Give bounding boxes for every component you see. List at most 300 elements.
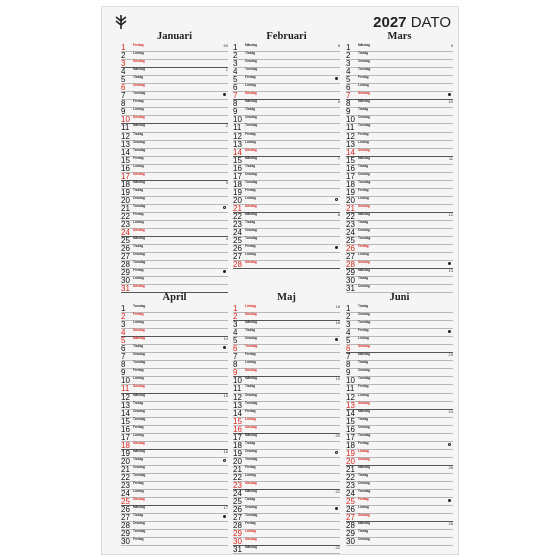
weekday-name: Lördag bbox=[245, 252, 256, 257]
day-number: 16 bbox=[346, 163, 355, 173]
full-moon-icon bbox=[223, 346, 226, 349]
weekday-name: Tisdag bbox=[133, 244, 144, 249]
weekday-name: Lördag bbox=[133, 432, 144, 437]
day-number: 2 bbox=[346, 51, 351, 61]
day-number: 5 bbox=[121, 75, 126, 85]
weekday-name: Söndag bbox=[245, 368, 257, 373]
day-number: 19 bbox=[233, 187, 242, 197]
day-number: 5 bbox=[346, 336, 351, 346]
day-number: 27 bbox=[346, 252, 355, 262]
day-number: 2 bbox=[121, 312, 126, 322]
day-number: 2 bbox=[233, 312, 238, 322]
weekday-name: Söndag bbox=[358, 147, 370, 152]
weekday-name: Fredag bbox=[358, 244, 369, 249]
weekday-name: Söndag bbox=[358, 400, 370, 405]
week-number: 15 bbox=[223, 392, 228, 398]
day-number: 11 bbox=[233, 384, 242, 394]
weekday-name: Fredag bbox=[133, 268, 144, 273]
weekday-name: Fredag bbox=[245, 131, 256, 136]
full-moon-icon bbox=[448, 499, 451, 502]
weekday-name: Fredag bbox=[358, 131, 369, 136]
day-number: 5 bbox=[233, 336, 238, 346]
weekday-name: Torsdag bbox=[358, 376, 371, 381]
week-number: 2 bbox=[225, 123, 228, 129]
weekday-name: Måndag bbox=[245, 489, 258, 494]
weekday-name: Lördag bbox=[245, 416, 256, 421]
weekday-name: Måndag bbox=[133, 392, 146, 397]
weekday-name: Tisdag bbox=[245, 163, 256, 168]
day-number: 27 bbox=[121, 513, 130, 523]
day-number: 31 bbox=[233, 545, 242, 555]
week-number: 25 bbox=[448, 464, 453, 470]
day-number: 12 bbox=[233, 392, 242, 402]
day-number: 3 bbox=[346, 59, 351, 69]
weekday-name: Tisdag bbox=[133, 513, 144, 518]
day-number: 22 bbox=[121, 211, 130, 221]
weekday-name: Onsdag bbox=[358, 424, 370, 429]
week-number: 10 bbox=[448, 99, 453, 105]
weekday-name: Måndag bbox=[358, 99, 371, 104]
weekday-name: Onsdag bbox=[358, 284, 370, 289]
weekday-name: Tisdag bbox=[358, 51, 369, 56]
weekday-name: Onsdag bbox=[133, 195, 145, 200]
weekday-name: Tisdag bbox=[133, 131, 144, 136]
weekday-name: Söndag bbox=[245, 424, 257, 429]
weekday-name: Lördag bbox=[133, 489, 144, 494]
week-number: 24 bbox=[448, 408, 453, 414]
day-number: 30 bbox=[121, 276, 130, 286]
calendar-title bbox=[373, 14, 451, 31]
day-number: 29 bbox=[121, 268, 130, 278]
day-number: 28 bbox=[233, 260, 242, 270]
weekday-name: Tisdag bbox=[133, 187, 144, 192]
weekday-name: Fredag bbox=[245, 187, 256, 192]
day-number: 4 bbox=[233, 67, 238, 77]
day-number: 20 bbox=[346, 195, 355, 205]
weekday-name: Onsdag bbox=[245, 115, 257, 120]
day-number: 1 bbox=[121, 304, 126, 313]
weekday-name: Måndag bbox=[133, 179, 146, 184]
weekday-name: Tisdag bbox=[245, 220, 256, 225]
weekday-name: Lördag bbox=[358, 252, 369, 257]
day-number: 28 bbox=[346, 521, 355, 531]
weekday-name: Onsdag bbox=[133, 521, 145, 526]
weekday-name: Lördag bbox=[245, 83, 256, 88]
weekday-name: Lördag bbox=[133, 163, 144, 168]
weekday-name: Torsdag bbox=[245, 123, 258, 128]
day-number: 28 bbox=[233, 521, 242, 531]
weekday-name: Fredag bbox=[133, 211, 144, 216]
weekday-name: Onsdag bbox=[133, 464, 145, 469]
weekday-name: Tisdag bbox=[358, 416, 369, 421]
day-number: 3 bbox=[233, 320, 238, 330]
weekday-name: Måndag bbox=[133, 505, 146, 510]
month-maj bbox=[233, 291, 340, 554]
month-name: April bbox=[162, 292, 187, 303]
weekday-name: Måndag bbox=[245, 43, 258, 47]
weekday-name: Tisdag bbox=[358, 304, 369, 308]
weekday-name: Onsdag bbox=[358, 368, 370, 373]
day-number: 27 bbox=[121, 252, 130, 262]
day-number: 26 bbox=[346, 244, 355, 254]
day-number: 2 bbox=[233, 51, 238, 61]
weekday-name: Tisdag bbox=[358, 472, 369, 477]
day-number: 18 bbox=[121, 179, 130, 189]
day-number: 21 bbox=[233, 203, 242, 213]
weekday-name: Söndag bbox=[133, 171, 145, 176]
day-number: 12 bbox=[121, 392, 130, 402]
weekday-name: Fredag bbox=[245, 408, 256, 413]
weekday-name: Onsdag bbox=[358, 481, 370, 486]
weekday-name: Måndag bbox=[358, 521, 371, 526]
weekday-name: Måndag bbox=[358, 352, 371, 357]
weekday-name: Fredag bbox=[133, 481, 144, 486]
weekday-name: Söndag bbox=[358, 513, 370, 518]
day-number: 22 bbox=[121, 472, 130, 482]
weekday-name: Måndag bbox=[133, 448, 146, 453]
day-number: 27 bbox=[346, 513, 355, 523]
weekday-name: Lördag bbox=[245, 195, 256, 200]
weekday-name: Söndag bbox=[245, 147, 257, 152]
day-number: 9 bbox=[233, 107, 238, 117]
day-number: 15 bbox=[121, 416, 130, 426]
weekday-name: Måndag bbox=[358, 43, 371, 47]
weekday-name: Fredag bbox=[358, 440, 369, 445]
day-number: 24 bbox=[346, 489, 355, 499]
weekday-name: Fredag bbox=[358, 384, 369, 389]
day-number: 25 bbox=[346, 236, 355, 246]
month-name: Maj bbox=[277, 292, 296, 303]
weekday-name: Söndag bbox=[245, 312, 257, 317]
weekday-name: Tisdag bbox=[245, 440, 256, 445]
full-moon-icon bbox=[223, 270, 226, 273]
day-number: 6 bbox=[346, 83, 351, 93]
week-number: 20 bbox=[335, 432, 340, 438]
day-number: 8 bbox=[121, 360, 126, 370]
weekday-name: Söndag bbox=[358, 344, 370, 349]
month-juni bbox=[346, 291, 453, 546]
day-number: 17 bbox=[346, 171, 355, 181]
weekday-name: Torsdag bbox=[358, 67, 371, 72]
week-number: 14 bbox=[223, 336, 228, 342]
weekday-name: Fredag bbox=[133, 368, 144, 373]
day-number: 17 bbox=[121, 171, 130, 181]
day-number: 26 bbox=[233, 244, 242, 254]
day-number: 10 bbox=[121, 115, 130, 125]
day-number: 24 bbox=[121, 489, 130, 499]
weekday-name: Lördag bbox=[358, 448, 369, 453]
weekday-name: Torsdag bbox=[245, 179, 258, 184]
weekday-name: Måndag bbox=[358, 408, 371, 413]
weekday-name: Söndag bbox=[358, 260, 370, 265]
weekday-name: Lördag bbox=[358, 505, 369, 510]
day-number: 25 bbox=[121, 497, 130, 507]
day-number: 24 bbox=[233, 489, 242, 499]
calendar-year: 2027 bbox=[373, 14, 407, 31]
day-number: 22 bbox=[346, 211, 355, 221]
day-number: 12 bbox=[233, 131, 242, 141]
day-number: 23 bbox=[233, 220, 242, 230]
week-number: 7 bbox=[337, 155, 340, 161]
weekday-name: Fredag bbox=[358, 187, 369, 192]
day-number: 18 bbox=[233, 179, 242, 189]
weekday-name: Onsdag bbox=[133, 139, 145, 144]
day-number: 21 bbox=[346, 203, 355, 213]
weekday-name: Måndag bbox=[245, 432, 258, 437]
day-number: 11 bbox=[233, 123, 242, 133]
weekday-name: Söndag bbox=[245, 537, 257, 542]
weekday-name: Fredag bbox=[133, 424, 144, 429]
day-number: 23 bbox=[121, 220, 130, 230]
weekday-name: Fredag bbox=[245, 244, 256, 249]
weekday-name: Söndag bbox=[358, 91, 370, 96]
weekday-name: Torsdag bbox=[358, 123, 371, 128]
day-number: 10 bbox=[233, 115, 242, 125]
month-januari bbox=[121, 30, 228, 293]
weekday-name: Torsdag bbox=[358, 179, 371, 184]
weekday-name: Söndag bbox=[358, 203, 370, 208]
weekday-name: Tisdag bbox=[358, 276, 369, 281]
day-number: 20 bbox=[233, 195, 242, 205]
day-number: 6 bbox=[233, 344, 238, 354]
week-number: 26 bbox=[448, 521, 453, 527]
weekday-name: Torsdag bbox=[133, 260, 146, 265]
week-number: 4 bbox=[225, 236, 228, 242]
weekday-name: Tisdag bbox=[245, 384, 256, 389]
weekday-name: Onsdag bbox=[358, 115, 370, 120]
day-number: 6 bbox=[121, 344, 126, 354]
weekday-name: Måndag bbox=[358, 211, 371, 216]
weekday-name: Måndag bbox=[133, 336, 146, 341]
day-number: 16 bbox=[233, 163, 242, 173]
weekday-name: Lördag bbox=[133, 51, 144, 56]
new-moon-icon bbox=[335, 451, 338, 454]
weekday-name: Tisdag bbox=[245, 51, 256, 56]
weekday-name: Torsdag bbox=[245, 344, 258, 349]
weekday-name: Tisdag bbox=[133, 75, 144, 80]
day-number: 30 bbox=[233, 537, 242, 547]
day-number: 25 bbox=[121, 236, 130, 246]
weekday-name: Onsdag bbox=[358, 537, 370, 542]
week-number: 3 bbox=[225, 179, 228, 185]
week-number: 18 bbox=[335, 320, 340, 326]
weekday-name: Onsdag bbox=[133, 352, 145, 357]
weekday-name: Fredag bbox=[358, 328, 369, 333]
weekday-name: Lördag bbox=[133, 376, 144, 381]
week-number: 1 bbox=[225, 67, 228, 73]
day-number: 14 bbox=[233, 147, 242, 157]
weekday-name: Lördag bbox=[358, 392, 369, 397]
day-number: 15 bbox=[346, 416, 355, 426]
weekday-name: Fredag bbox=[358, 75, 369, 80]
day-number: 4 bbox=[233, 328, 238, 338]
day-number: 6 bbox=[121, 83, 126, 93]
day-number: 5 bbox=[233, 75, 238, 85]
day-number: 20 bbox=[346, 456, 355, 466]
weekday-name: Lördag bbox=[245, 139, 256, 144]
day-number: 14 bbox=[121, 408, 130, 418]
day-number: 20 bbox=[233, 456, 242, 466]
weekday-name: Måndag bbox=[245, 320, 258, 325]
day-number: 11 bbox=[121, 123, 130, 133]
weekday-name: Lördag bbox=[133, 276, 144, 281]
day-number: 22 bbox=[346, 472, 355, 482]
day-number: 8 bbox=[233, 360, 238, 370]
weekday-name: Lördag bbox=[358, 83, 369, 88]
day-number: 31 bbox=[346, 284, 355, 294]
day-number: 8 bbox=[233, 99, 238, 109]
week-number: 17 bbox=[223, 505, 228, 511]
day-number: 29 bbox=[346, 529, 355, 539]
week-number: 19 bbox=[335, 376, 340, 382]
calendar-brand: DATO bbox=[410, 14, 451, 31]
day-number: 26 bbox=[233, 505, 242, 515]
day-number: 3 bbox=[121, 320, 126, 330]
day-number: 12 bbox=[346, 131, 355, 141]
day-number: 9 bbox=[121, 107, 126, 117]
weekday-name: Onsdag bbox=[358, 228, 370, 233]
day-number: 19 bbox=[346, 187, 355, 197]
weekday-name: Torsdag bbox=[358, 489, 371, 494]
weekday-name: Lördag bbox=[245, 529, 256, 534]
new-moon-icon bbox=[223, 459, 226, 462]
day-number: 6 bbox=[233, 83, 238, 93]
weekday-name: Torsdag bbox=[133, 529, 146, 534]
week-number: 22 bbox=[335, 545, 340, 551]
day-number: 9 bbox=[121, 368, 126, 378]
day-number: 27 bbox=[233, 513, 242, 523]
day-number: 26 bbox=[346, 505, 355, 515]
weekday-name: Söndag bbox=[133, 228, 145, 233]
weekday-name: Torsdag bbox=[358, 236, 371, 241]
weekday-name: Tisdag bbox=[133, 456, 144, 461]
weekday-name: Söndag bbox=[133, 59, 145, 64]
day-number: 17 bbox=[346, 432, 355, 442]
weekday-name: Fredag bbox=[358, 497, 369, 502]
weekday-name: Onsdag bbox=[133, 83, 145, 88]
weekday-name: Tisdag bbox=[358, 163, 369, 168]
full-moon-icon bbox=[335, 338, 338, 341]
full-moon-icon bbox=[448, 330, 451, 333]
day-number: 8 bbox=[121, 99, 126, 109]
day-number: 19 bbox=[233, 448, 242, 458]
weekday-name: Lördag bbox=[358, 139, 369, 144]
weekday-name: Lördag bbox=[245, 360, 256, 365]
day-number: 23 bbox=[346, 481, 355, 491]
day-number: 23 bbox=[346, 220, 355, 230]
weekday-name: Måndag bbox=[358, 155, 371, 160]
day-number: 4 bbox=[121, 67, 126, 77]
day-number: 14 bbox=[346, 147, 355, 157]
day-number: 16 bbox=[121, 424, 130, 434]
weekday-name: Torsdag bbox=[245, 513, 258, 518]
day-number: 12 bbox=[121, 131, 130, 141]
day-number: 21 bbox=[121, 464, 130, 474]
week-number: 23 bbox=[448, 352, 453, 358]
day-number: 15 bbox=[233, 155, 242, 165]
day-number: 7 bbox=[346, 91, 351, 101]
new-moon-icon bbox=[223, 206, 226, 209]
weekday-name: Onsdag bbox=[358, 171, 370, 176]
weekday-name: Måndag bbox=[245, 545, 258, 550]
day-number: 18 bbox=[346, 179, 355, 189]
weekday-name: Tisdag bbox=[358, 529, 369, 534]
day-number: 29 bbox=[233, 529, 242, 539]
day-number: 3 bbox=[346, 320, 351, 330]
week-number: 8 bbox=[337, 211, 340, 217]
day-number: 12 bbox=[346, 392, 355, 402]
full-moon-icon bbox=[223, 515, 226, 518]
day-row bbox=[121, 538, 228, 546]
weekday-name: Onsdag bbox=[245, 392, 257, 397]
week-number: 9 bbox=[450, 43, 453, 48]
month-februari bbox=[233, 30, 340, 269]
weekday-name: Fredag bbox=[245, 521, 256, 526]
weekday-name: Fredag bbox=[245, 75, 256, 80]
day-number: 19 bbox=[121, 448, 130, 458]
day-number: 11 bbox=[121, 384, 130, 394]
day-number: 10 bbox=[346, 115, 355, 125]
day-number: 28 bbox=[121, 521, 130, 531]
weekday-name: Torsdag bbox=[133, 472, 146, 477]
day-number: 21 bbox=[233, 464, 242, 474]
weekday-name: Onsdag bbox=[245, 228, 257, 233]
day-number: 13 bbox=[346, 400, 355, 410]
day-number: 29 bbox=[121, 529, 130, 539]
weekday-name: Tisdag bbox=[358, 220, 369, 225]
weekday-name: Torsdag bbox=[245, 400, 258, 405]
day-number: 21 bbox=[121, 203, 130, 213]
weekday-name: Söndag bbox=[245, 481, 257, 486]
new-moon-icon bbox=[448, 443, 451, 446]
day-number: 10 bbox=[346, 376, 355, 386]
day-number: 15 bbox=[346, 155, 355, 165]
new-moon-icon bbox=[335, 198, 338, 201]
weekday-name: Fredag bbox=[133, 312, 144, 317]
month-name: Juni bbox=[389, 292, 410, 303]
week-number: 13 bbox=[448, 268, 453, 274]
day-number: 3 bbox=[233, 59, 238, 69]
weekday-name: Lördag bbox=[358, 336, 369, 341]
day-number: 30 bbox=[121, 537, 130, 547]
day-number: 7 bbox=[121, 91, 126, 101]
weekday-name: Lördag bbox=[245, 304, 256, 308]
weekday-name: Tisdag bbox=[245, 497, 256, 502]
day-number: 16 bbox=[121, 163, 130, 173]
day-number: 23 bbox=[233, 481, 242, 491]
weekday-name: Måndag bbox=[245, 155, 258, 160]
dato-logo-icon bbox=[114, 14, 128, 30]
weekday-name: Söndag bbox=[133, 115, 145, 120]
day-number: 29 bbox=[346, 268, 355, 278]
weekday-name: Lördag bbox=[358, 195, 369, 200]
week-number: 53 bbox=[223, 43, 228, 48]
day-number: 14 bbox=[121, 147, 130, 157]
day-number: 24 bbox=[121, 228, 130, 238]
week-number: 11 bbox=[448, 155, 453, 161]
month-name: Februari bbox=[266, 31, 307, 42]
day-number: 13 bbox=[233, 400, 242, 410]
weekday-name: Onsdag bbox=[245, 505, 257, 510]
day-row bbox=[233, 546, 340, 554]
day-number: 7 bbox=[233, 352, 238, 362]
day-number: 26 bbox=[121, 244, 130, 254]
weekday-name: Måndag bbox=[358, 464, 371, 469]
weekday-name: Onsdag bbox=[245, 336, 257, 341]
weekday-name: Torsdag bbox=[133, 360, 146, 365]
month-name: Januari bbox=[156, 31, 192, 42]
weekday-name: Onsdag bbox=[358, 312, 370, 317]
